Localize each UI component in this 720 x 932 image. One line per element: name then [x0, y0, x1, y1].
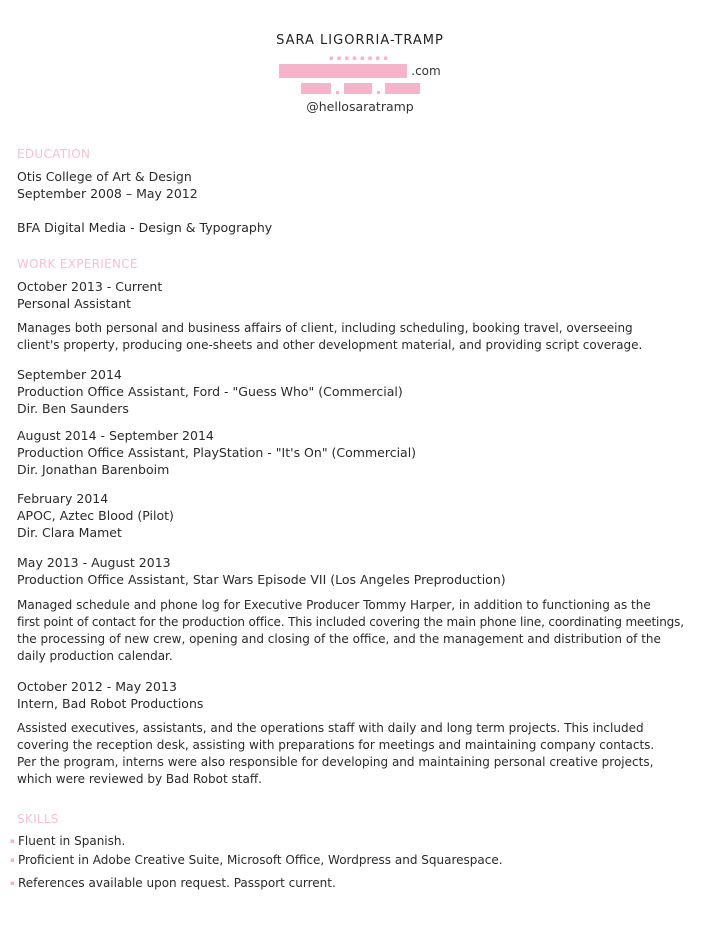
description-line: Per the program, interns were also responsible for developing and maintaining personal creative projects, — [17, 755, 654, 769]
skill-text: References available upon request. Passport current. — [18, 876, 336, 890]
job-description — [17, 720, 707, 788]
work-heading: WORK EXPERIENCE — [17, 257, 138, 271]
phone-separator — [377, 91, 380, 94]
job-entry — [17, 678, 707, 712]
skill-text: Fluent in Spanish. — [18, 834, 126, 848]
skill-item — [10, 876, 336, 891]
description-line: Manages both personal and business affairs of client, including scheduling, booking travel, overseeing — [17, 321, 633, 335]
education-block — [17, 168, 707, 202]
description-line: the processing of new crew, opening and closing of the office, and the management and distribution of the — [17, 632, 661, 646]
redacted-email — [279, 64, 407, 78]
job-date: May 2013 - August 2013 — [17, 555, 171, 570]
description-line: client's property, producing one-sheets and other development material, and providing script coverage. — [17, 338, 643, 352]
description-line: daily production calendar. — [17, 649, 173, 663]
education-heading: EDUCATION — [17, 147, 91, 161]
job-director: Dir. Jonathan Barenboim — [17, 462, 170, 477]
job-description — [17, 597, 707, 665]
school-name: Otis College of Art & Design — [17, 169, 192, 184]
bullet-icon: ▪ — [10, 837, 15, 845]
job-entry — [17, 554, 707, 588]
description-line: which were reviewed by Bad Robot staff. — [17, 772, 262, 786]
email-domain: .com — [411, 64, 441, 78]
degree — [17, 219, 707, 236]
description-line: first point of contact for the production office. This included covering the main phone line, coordinating meetings, — [17, 615, 684, 629]
job-director: Dir. Ben Saunders — [17, 401, 129, 416]
degree-name: BFA Digital Media - Design & Typography — [17, 220, 273, 235]
job-role: Intern, Bad Robot Productions — [17, 696, 204, 711]
description-line: Managed schedule and phone log for Executive Producer Tommy Harper, in addition to functioning as the — [17, 598, 651, 612]
job-role: Personal Assistant — [17, 296, 132, 311]
social-handle: @hellosaratramp — [306, 99, 414, 114]
job-date: August 2014 - September 2014 — [17, 428, 214, 443]
job-date: October 2013 - Current — [17, 279, 163, 294]
job-entry — [17, 427, 707, 478]
phone-line — [0, 82, 720, 94]
candidate-name: SARA LIGORRIA-TRAMP — [276, 33, 444, 48]
skills-heading: SKILLS — [17, 812, 59, 826]
bullet-icon: ▪ — [10, 879, 15, 887]
resume-header — [0, 33, 720, 114]
skill-item — [10, 853, 503, 868]
job-role: APOC, Aztec Blood (Pilot) — [17, 508, 174, 523]
job-entry — [17, 490, 707, 541]
bullet-icon: ▪ — [10, 856, 15, 864]
job-date: October 2012 - May 2013 — [17, 679, 177, 694]
description-line: Assisted executives, assistants, and the operations staff with daily and long term projects. This included — [17, 721, 644, 735]
redacted-phone-part — [344, 83, 372, 94]
phone-separator — [336, 91, 339, 94]
job-director: Dir. Clara Mamet — [17, 525, 122, 540]
job-role: Production Office Assistant, PlayStation - "It's On" (Commercial) — [17, 445, 417, 460]
job-role: Production Office Assistant, Star Wars Episode VII (Los Angeles Preproduction) — [17, 572, 506, 587]
job-date: February 2014 — [17, 491, 109, 506]
decorative-dots: ▪▪▪▪▪▪▪▪ — [329, 54, 391, 62]
job-date: September 2014 — [17, 367, 122, 382]
redacted-phone-part — [385, 83, 420, 94]
job-entry — [17, 366, 707, 417]
skill-text: Proficient in Adobe Creative Suite, Microsoft Office, Wordpress and Squarespace. — [18, 853, 503, 867]
education-dates: September 2008 – May 2012 — [17, 186, 198, 201]
job-entry — [17, 278, 707, 312]
email-line — [0, 64, 720, 78]
description-line: covering the reception desk, assisting with preparations for meetings and maintaining company contacts. — [17, 738, 655, 752]
job-role: Production Office Assistant, Ford - "Guess Who" (Commercial) — [17, 384, 403, 399]
skill-item — [10, 834, 125, 849]
job-description — [17, 320, 707, 354]
redacted-phone-part — [301, 83, 331, 94]
